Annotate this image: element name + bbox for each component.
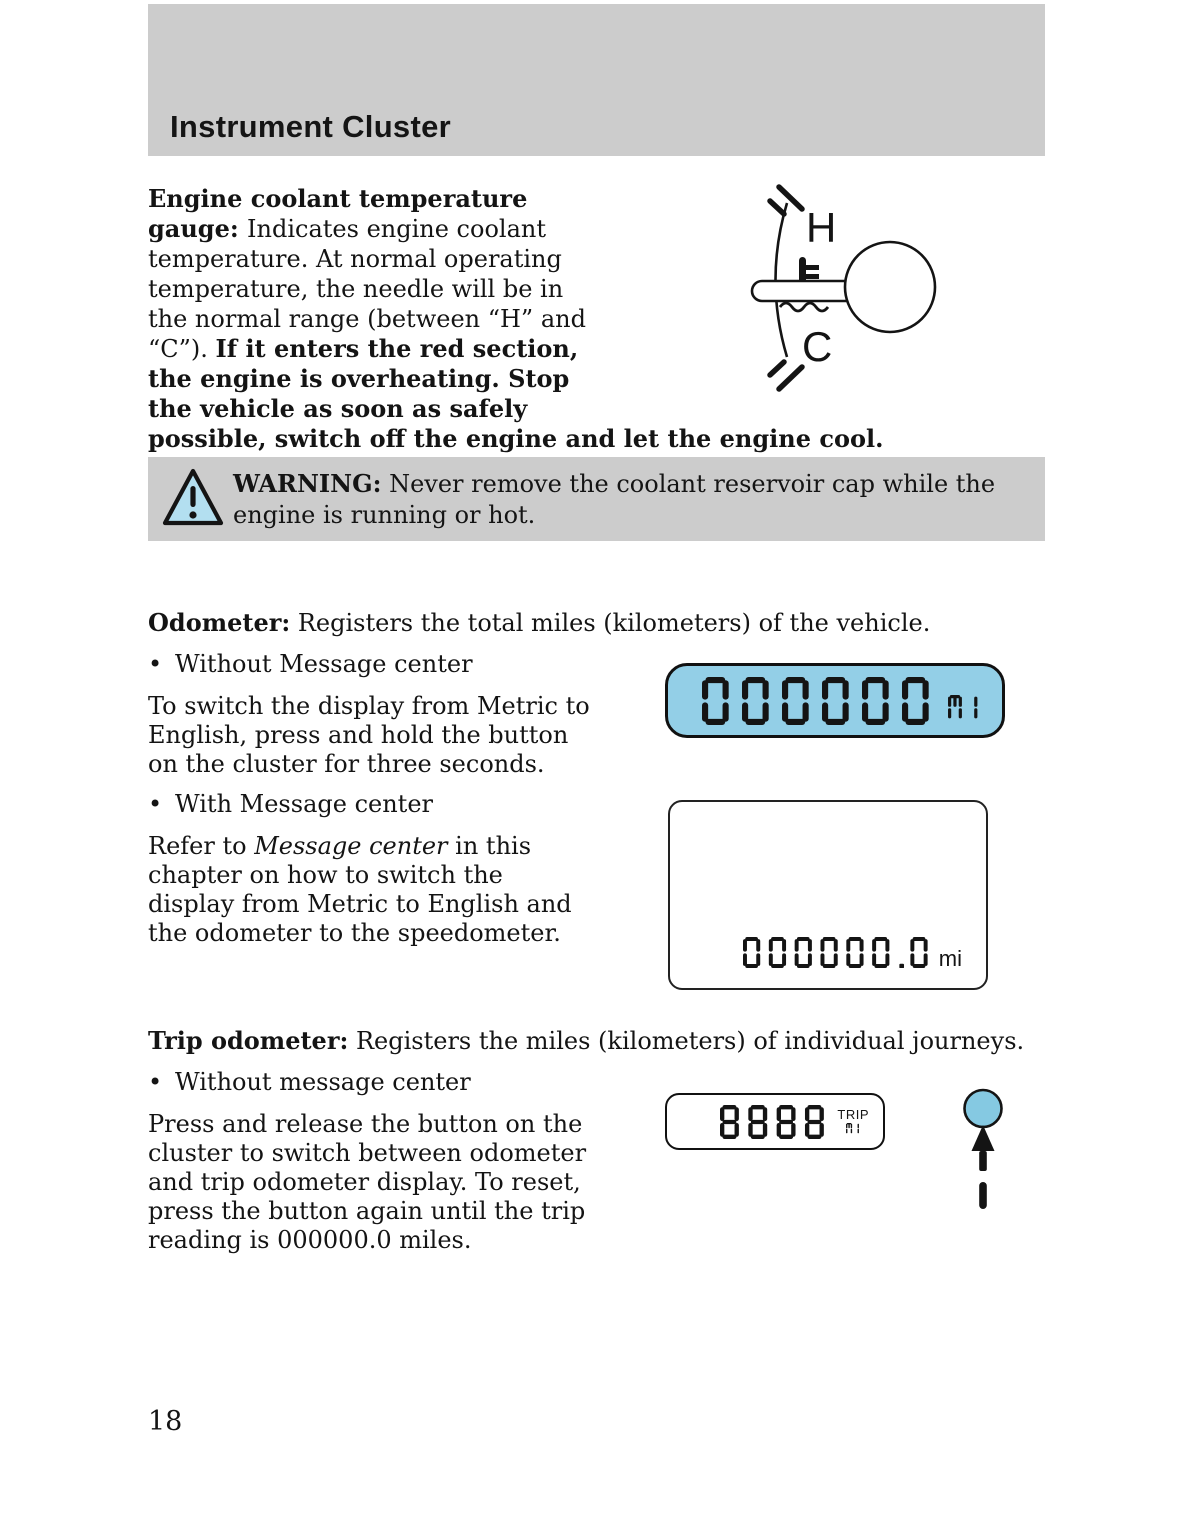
bullet-glyph: • (148, 650, 163, 678)
text-line: the vehicle as soon as safely (148, 394, 528, 423)
text-line: engine is running or hot. (233, 501, 536, 529)
odometer-digits (702, 677, 933, 725)
message-center-reading (743, 937, 962, 971)
cluster-button-illustration (952, 1085, 1014, 1215)
cluster-button-icon (965, 1090, 1002, 1127)
coolant-symbol-icon (799, 257, 819, 283)
trip-unit-mi (846, 1123, 860, 1134)
trip-odometer-display (665, 1093, 885, 1150)
text-line: To switch the display from Metric to (148, 692, 590, 720)
coolant-wave (780, 303, 828, 311)
text-line: display from Metric to English and (148, 890, 572, 918)
text-line: Refer to Message center in this (148, 832, 532, 860)
message-center-unit-mi: mi (938, 945, 962, 971)
text-line: temperature, the needle will be in (148, 275, 564, 303)
trip-odometer-heading: Trip odometer: Registers the miles (kilometers) of individual journeys. (148, 1026, 1025, 1055)
odometer-paragraph-without (148, 692, 590, 779)
bullet-item-with-message-center: • With Message center (148, 790, 433, 818)
bullet-item-trip-without-message-center: • Without message center (148, 1068, 471, 1096)
page-title: Instrument Cluster (170, 109, 451, 144)
text-line: chapter on how to switch the (148, 861, 503, 889)
gauge-hub (845, 242, 935, 332)
gauge-cold-label: C (802, 323, 833, 370)
text-line: WARNING: Never remove the coolant reservoir cap while the (233, 469, 996, 498)
text-line: the normal range (between “H” and (148, 305, 586, 333)
trip-unit-stack (837, 1109, 869, 1134)
bullet-glyph: • (148, 790, 163, 818)
warning-text (233, 468, 995, 531)
bullet-item-without-message-center: • Without Message center (148, 650, 473, 678)
odometer-unit-mi (948, 695, 979, 720)
text-line: reading is 000000.0 miles. (148, 1226, 472, 1254)
text-line: on the cluster for three seconds. (148, 750, 545, 778)
text-line: gauge: Indicates engine coolant (148, 214, 546, 243)
odometer-heading: Odometer: Registers the total miles (kilometers) of the vehicle. (148, 608, 931, 637)
text-line: possible, switch off the engine and let the engine cool. (148, 424, 884, 453)
odometer-lcd-display (665, 663, 1005, 738)
text-line: cluster to switch between odometer (148, 1139, 587, 1167)
page-header-banner (148, 4, 1045, 156)
trip-unit-trip-label: TRIP (837, 1107, 869, 1122)
coolant-gauge-illustration (738, 180, 950, 396)
press-arrow-icon (972, 1125, 995, 1209)
text-line: the engine is overheating. Stop (148, 364, 570, 393)
text-line: “C”). If it enters the red section, (148, 334, 579, 363)
warning-triangle-icon (160, 466, 226, 530)
gauge-hot-label: H (806, 204, 837, 251)
trip-paragraph (148, 1110, 586, 1255)
text-line: Press and release the button on the (148, 1110, 583, 1138)
gauge-needle (752, 281, 856, 301)
odometer-paragraph-with (148, 832, 572, 948)
text-line: and trip odometer display. To reset, (148, 1168, 581, 1196)
text-line: press the button again until the trip (148, 1197, 586, 1225)
text-line: temperature. At normal operating (148, 245, 562, 273)
message-center-display (668, 800, 988, 990)
text-line: English, press and hold the button (148, 721, 569, 749)
trip-digits (720, 1105, 827, 1139)
warning-box (148, 457, 1045, 541)
bullet-glyph: • (148, 1068, 163, 1096)
text-line: the odometer to the speedometer. (148, 919, 561, 947)
text-line: Engine coolant temperature (148, 184, 528, 213)
page-number: 18 (148, 1406, 183, 1437)
message-center-digits (743, 937, 930, 968)
